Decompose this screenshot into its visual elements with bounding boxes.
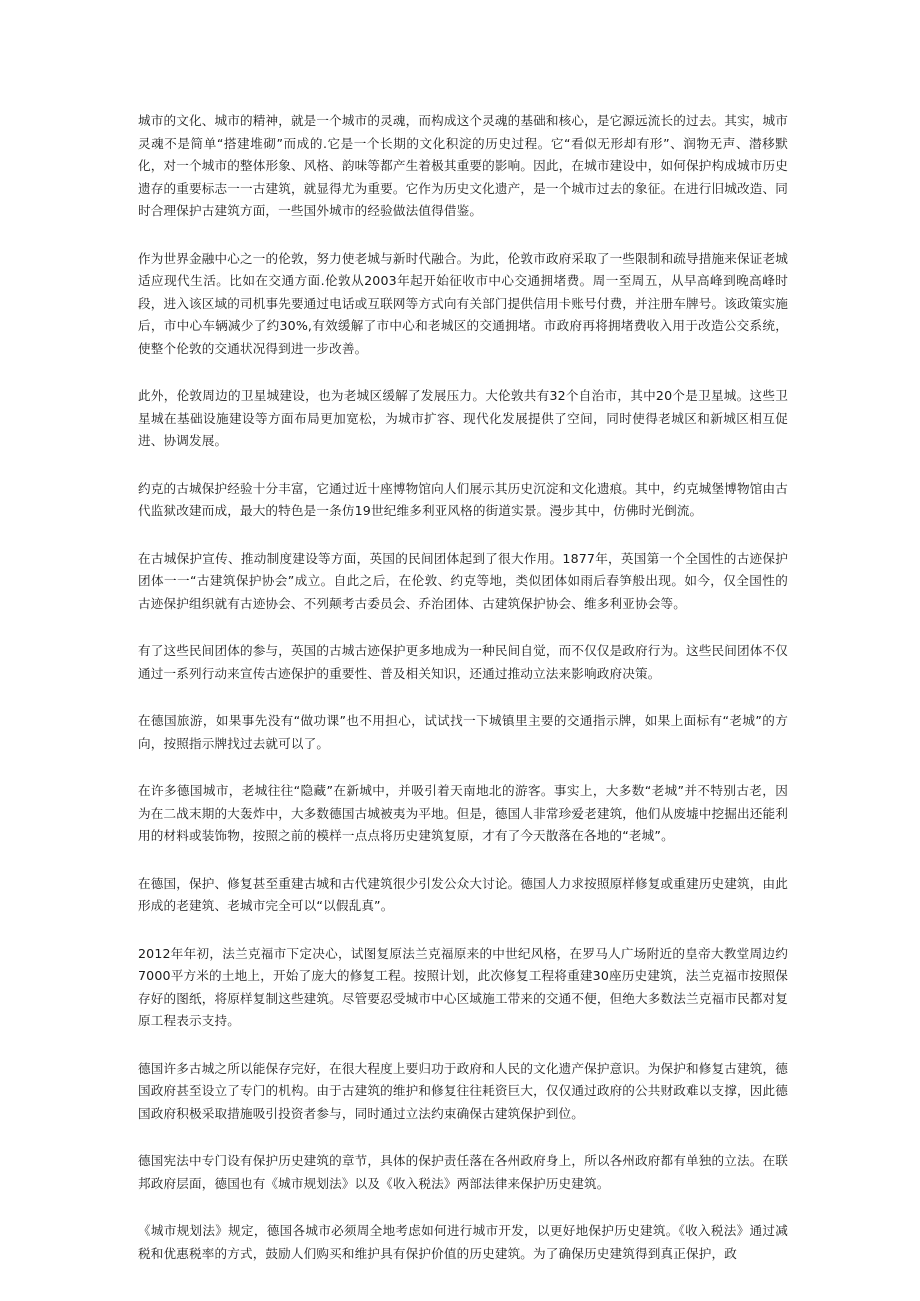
- paragraph-7: 在德国旅游，如果事先没有“做功课”也不用担心，试试找一下城镇里主要的交通指示牌，如果上面标有“老城”的方向，按照指示牌找过去就可以了。: [138, 713, 788, 751]
- paragraph-4: 约克的古城保护经验十分丰富，它通过近十座博物馆向人们展示其历史沉淀和文化遗痕。其中，约克城堡博物馆由古代监狱改建而成，最大的特色是一条仿19世纪维多利亚风格的街道实景。漫步其中，仿佛时光倒流。: [138, 480, 788, 518]
- paragraph-9: 在德国，保护、修复甚至重建古城和古代建筑很少引发公众大讨论。德国人力求按照原样修复或重建历史建筑，由此形成的老建筑、老城市完全可以“以假乱真”。: [138, 875, 788, 913]
- article-body: [138, 110, 788, 1290]
- paragraph-12: 德国宪法中专门设有保护历史建筑的章节，具体的保护责任落在各州政府身上，所以各州政府都有单独的立法。在联邦政府层面，德国也有《城市规划法》以及《收入税法》两部法律来保护历史建筑。: [138, 1153, 788, 1191]
- paragraph-10: 2012年年初，法兰克福市下定决心，试图复原法兰克福原来的中世纪风格，在罗马人广场附近的皇帝大教堂周边约7000平方米的土地上，开始了庞大的修复工程。按照计划，此次修复工程将重建30座历史建筑，法兰克福市按照保存好的图纸，将原样复制这些建筑。尽管要忍受城市中心区域施工带来的交通不便，但绝大多数法兰克福市民都对复原工程表示支持。: [138, 945, 788, 1028]
- paragraph-8: 在许多德国城市，老城往往“隐藏”在新城中，并吸引着天南地北的游客。事实上，大多数“老城”并不特别古老，因为在二战末期的大轰炸中，大多数德国古城被夷为平地。但是，德国人非常珍爱老建筑，他们从废墟中挖掘出还能利用的材料或装饰物，按照之前的模样一点点将历史建筑复原，才有了今天散落在各地的“老城”。: [138, 783, 788, 843]
- paragraph-13: 《城市规划法》规定，德国各城市必须周全地考虑如何进行城市开发，以更好地保护历史建筑。《收入税法》通过减税和优惠税率的方式，鼓励人们购买和维护具有保护价值的历史建筑。为了确保历史建筑得到真正保护，政: [138, 1223, 788, 1261]
- paragraph-11: 德国许多古城之所以能保存完好，在很大程度上要归功于政府和人民的文化遗产保护意识。为保护和修复古建筑，德国政府甚至设立了专门的机构。由于古建筑的维护和修复往往耗资巨大，仅仅通过政府的公共财政难以支撑，因此德国政府积极采取措施吸引投资者参与，同时通过立法约束确保古建筑保护到位。: [138, 1060, 788, 1121]
- paragraph-1: 城市的文化、城市的精神，就是一个城市的灵魂，而构成这个灵魂的基础和核心，是它源远流长的过去。其实，城市灵魂不是简单“搭建堆砌”而成的.它是一个长期的文化积淀的历史过程。它“看似无形却有形”、润物无声、潜移默化，对一个城市的整体形象、风格、韵味等都产生着极其重要的影响。因此，在城市建设中，如何保护构成城市历史遗存的重要标志一一古建筑，就显得尤为重要。它作为历史文化遗产，是一个城市过去的象征。在进行旧城改造、同时合理保护古建筑方面，一些国外城市的经验做法值得借鉴。: [138, 113, 788, 218]
- paragraph-5: 在古城保护宣传、推动制度建设等方面，英国的民间团体起到了很大作用。1877年，英国第一个全国性的古迹保护团体一一“古建筑保护协会”成立。自此之后，在伦敦、约克等地，类似团体如雨后春笋般出现。如今，仅全国性的古迹保护组织就有古迹协会、不列颠考古委员会、乔治团体、古建筑保护协会、维多利亚协会等。: [138, 550, 788, 611]
- paragraph-3: 此外，伦敦周边的卫星城建设，也为老城区缓解了发展压力。大伦敦共有32个自治市，其中20个是卫星城。这些卫星城在基础设施建设等方面布局更加宽松，为城市扩容、现代化发展提供了空间，同时使得老城区和新城区相互促进、协调发展。: [138, 388, 788, 448]
- paragraph-6: 有了这些民间团体的参与，英国的古城古迹保护更多地成为一种民间自觉，而不仅仅是政府行为。这些民间团体不仅通过一系列行动来宣传古迹保护的重要性、普及相关知识，还通过推动立法来影响政府决策。: [138, 643, 788, 681]
- paragraph-2: 作为世界金融中心之一的伦敦，努力使老城与新时代融合。为此，伦敦市政府采取了一些限制和疏导措施来保证老城适应现代生活。比如在交通方面.伦敦从2003年起开始征收市中心交通拥堵费。周一至周五，从早高峰到晚高峰时段，进入该区域的司机事先要通过电话或互联网等方式向有关部门提供信用卡账号付费，并注册车牌号。该政策实施后，市中心车辆减少了约30%,有效缓解了市中心和老城区的交通拥堵。市政府再将拥堵费收入用于改造公交系统，使整个伦敦的交通状况得到进一步改善。: [138, 250, 788, 356]
